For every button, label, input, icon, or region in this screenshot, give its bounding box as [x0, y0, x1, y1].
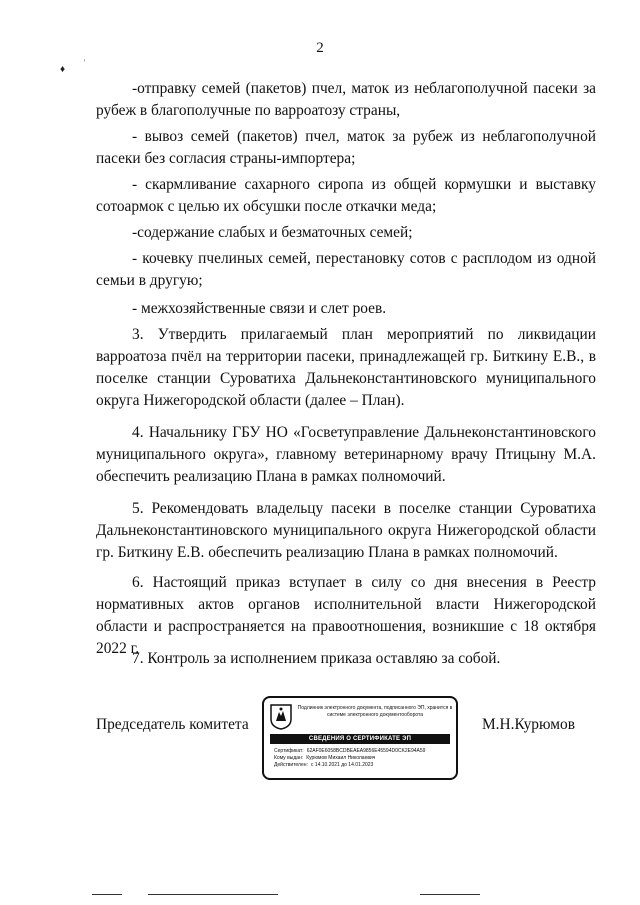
footer-rule-right: [420, 894, 480, 895]
paragraph-item-7: 7. Контроль за исполнением приказа оставляю за собой.: [132, 650, 501, 667]
stamp-certificate-value: 62AF0E6058BCDBEAEA9856E45594D0CK2E94A59: [306, 748, 426, 754]
page-number: 2: [316, 40, 324, 56]
paragraph-removal-ban: - вывоз семей (пакетов) пчел, маток за рубеж из неблагополучной пасеки без согласия страны-импортера;: [96, 128, 596, 167]
stamp-validity-value: с 14.10.2021 до 14.01.2023: [310, 762, 374, 768]
stamp-owner-label: Кому выдан:: [274, 755, 304, 761]
stamp-note: Подлинник электронного документа, подписанного ЭП, хранится в системе электронного документооборота: [297, 705, 453, 718]
stamp-header: СВЕДЕНИЯ О СЕРТИФИКАТЕ ЭП: [270, 734, 450, 744]
footer-rule-left: [92, 894, 122, 895]
paragraph-swarm-ban: - межхозяйственные связи и слет роев.: [132, 300, 387, 317]
paragraph-export-ban: -отправку семей (пакетов) пчел, маток из неблагополучной пасеки за рубеж в благополучные по варроатозу страны,: [96, 80, 596, 119]
signer-title: Председатель комитета: [96, 716, 249, 733]
stamp-owner-row: [274, 755, 454, 761]
coat-of-arms-icon: [270, 704, 292, 730]
stamp-owner-value: Курюмов Михаил Николаевич: [306, 755, 376, 761]
scan-artifact-tick: ': [84, 58, 86, 67]
paragraph-item-5: 5. Рекомендовать владельцу пасеки в поселке станции Суроватиха Дальнеконстантиновского муниципального округа Нижегородской области гр. Биткину Е.В. обеспечить реализацию Плана в рамках полномочий.: [96, 500, 596, 561]
stamp-validity-row: [274, 762, 454, 768]
footer-rule-middle: [148, 894, 278, 895]
signer-name: М.Н.Курюмов: [482, 716, 575, 733]
paragraph-feeding-ban: - скармливание сахарного сиропа из общей кормушки и выставку сотоармок с целью их обсушки после откачки меда;: [96, 176, 596, 215]
stamp-certificate-label: Сертификат:: [274, 748, 304, 754]
paragraph-weak-colonies-ban: -содержание слабых и безматочных семей;: [132, 224, 413, 241]
stamp-certificate-row: [274, 748, 454, 754]
scan-artifact-dot: ♦: [60, 64, 66, 75]
electronic-signature-stamp: [262, 696, 458, 780]
paragraph-item-6: 6. Настоящий приказ вступает в силу со дня внесения в Реестр нормативных актов органов исполнительной власти Нижегородской области и распространяется на правоотношения, возникшие с 18 октября 2022 г.: [96, 574, 596, 657]
stamp-validity-label: Действителен:: [274, 762, 308, 768]
paragraph-item-3: 3. Утвердить прилагаемый план мероприятий по ликвидации варроатоза пчёл на территории пасеки, принадлежащей гр. Биткину Е.В., в поселке станции Суроватиха Дальнеконстантиновского муниципального округа Нижегородской области (далее – План).: [96, 326, 596, 409]
paragraph-item-4: 4. Начальнику ГБУ НО «Госветуправление Дальнеконстантиновского муниципального округа», главному ветеринарному врачу Птицыну М.А. обеспечить реализацию Плана в рамках полномочий.: [96, 424, 596, 485]
paragraph-nomadic-ban: - кочевку пчелиных семей, перестановку сотов с расплодом из одной семьи в другую;: [96, 250, 596, 289]
